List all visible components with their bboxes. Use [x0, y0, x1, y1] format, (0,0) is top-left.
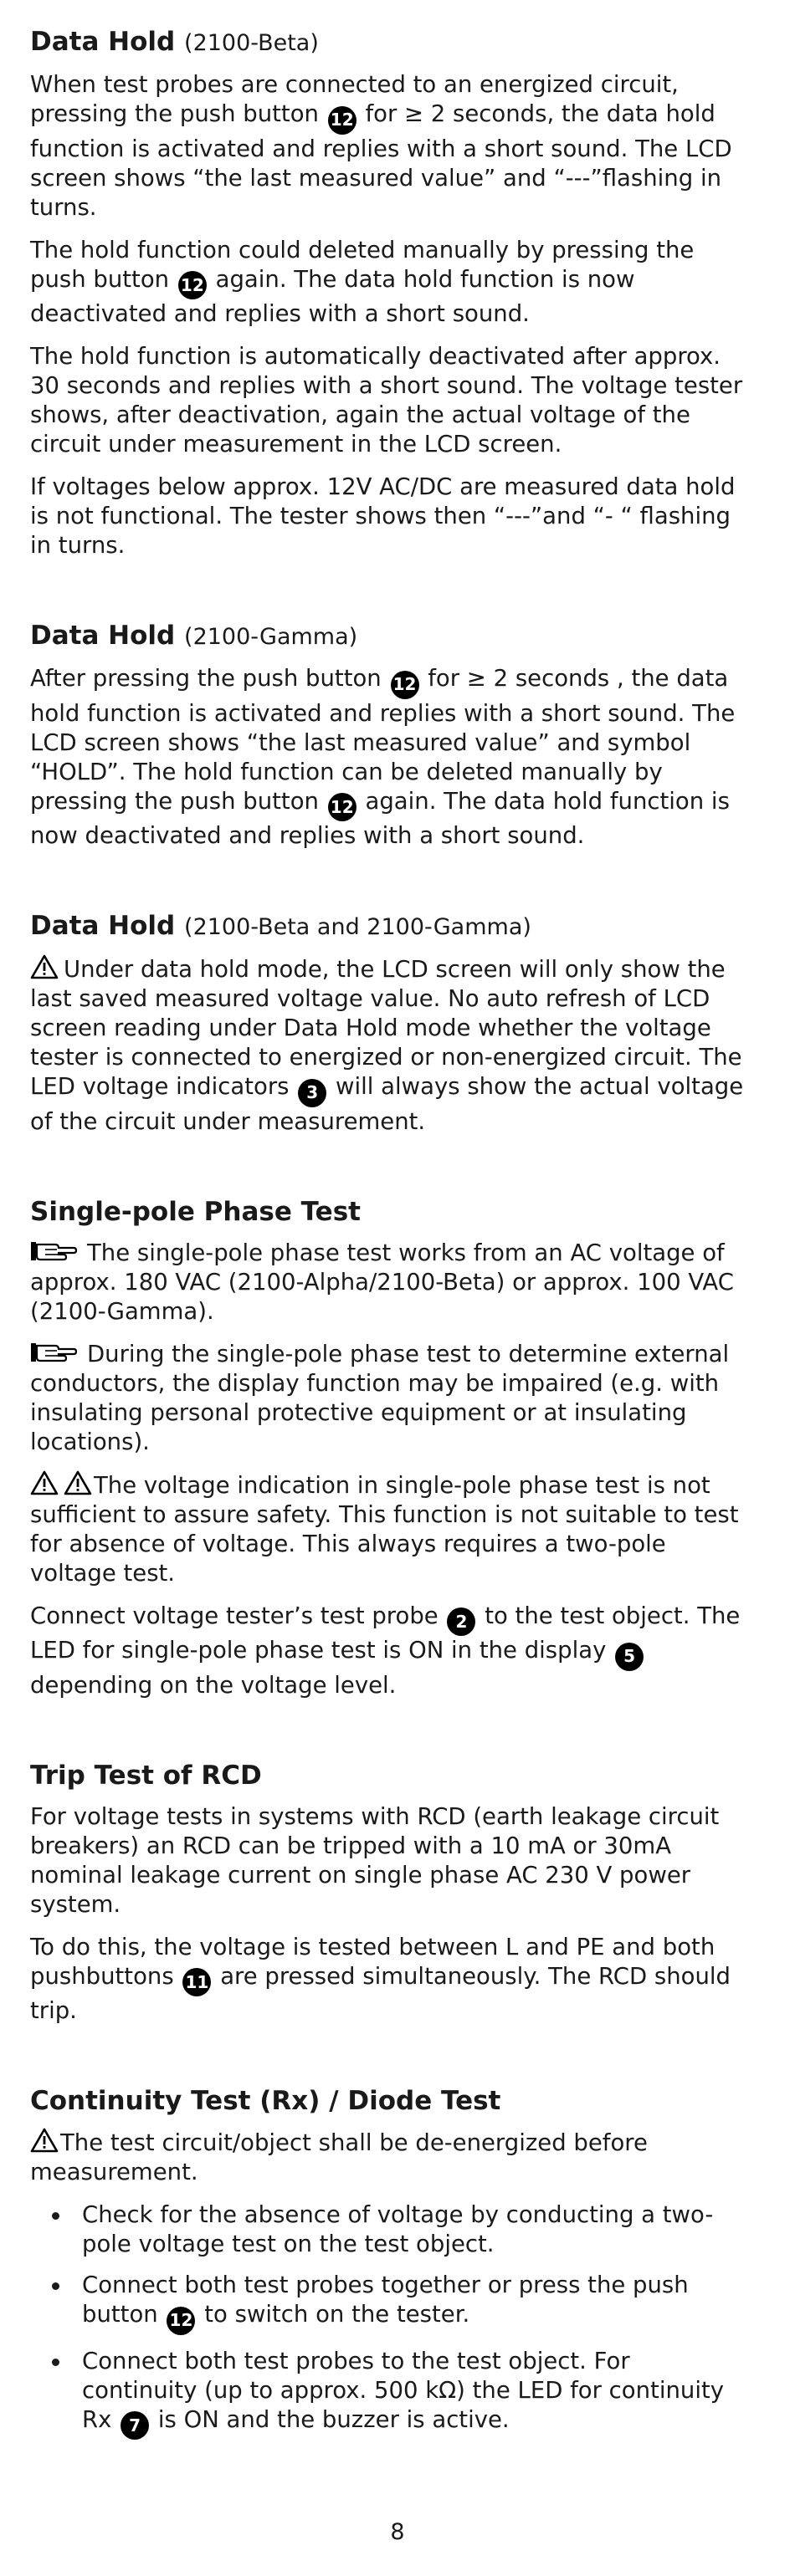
warning-triangle-icon [30, 2128, 59, 2153]
ref-number-icon: 5 [615, 1643, 644, 1671]
paragraph [30, 2128, 746, 2187]
ref-number-icon: 3 [298, 1079, 326, 1107]
text: The single-pole phase test works from an AC voltage of approx. 180 VAC (2100-Alpha/2100-Beta) or approx. 100 VAC (2100-Gamma). [30, 1239, 734, 1325]
text: After pressing the push button [30, 665, 382, 692]
text: When test probes are connected to an energized circuit, pressing the push button [30, 71, 679, 127]
spacer [30, 864, 746, 907]
ref-number-icon: 7 [121, 2411, 149, 2440]
spacer [30, 1150, 746, 1193]
paragraph [30, 664, 746, 851]
paragraph [30, 1470, 746, 1588]
bullet-list [30, 2200, 746, 2440]
heading-model: (2100-Beta and 2100-Gamma) [184, 914, 531, 940]
text: are pressed simultaneously. The RCD should trip. [30, 1962, 731, 2024]
text: will always show the actual voltage of the circuit under measurement. [30, 1073, 744, 1135]
pointing-hand-icon [30, 1341, 77, 1364]
text: depending on the voltage level. [30, 1671, 397, 1699]
section-heading [30, 907, 746, 946]
paragraph [30, 70, 746, 222]
section-heading: Continuity Test (Rx) / Diode Test [30, 2086, 501, 2116]
ref-number-icon: 12 [328, 106, 356, 135]
paragraph [30, 236, 746, 330]
paragraph: The hold function is automatically deactivated after approx. 30 seconds and replies with a short sound. The voltage tester shows, after deactivation, again the actual voltage of the circuit under measurement in the LCD screen. [30, 343, 743, 457]
warning-triangle-icon [30, 954, 59, 979]
text: The test circuit/object shall be de-energized before measurement. [30, 2129, 648, 2185]
heading-model: (2100-Beta) [184, 30, 319, 56]
section-rcd-trip-test [30, 1757, 746, 2027]
text: is ON and the buzzer is active. [157, 2405, 510, 2433]
section-heading: Trip Test of RCD [30, 1760, 262, 1791]
heading-text: Data Hold [30, 621, 176, 651]
section-data-hold-gamma [30, 617, 746, 851]
section-single-pole [30, 1193, 746, 1700]
heading-text: Data Hold [30, 911, 176, 941]
warning-triangle-icon [64, 1470, 92, 1495]
ref-number-icon: 11 [182, 1968, 211, 1996]
paragraph: If voltages below approx. 12V AC/DC are measured data hold is not functional. The tester shows then “---”and “- “ flashing in turns. [30, 473, 736, 559]
section-heading: Single-pole Phase Test [30, 1196, 361, 1227]
text: Connect both test probes to the test object. For continuity (up to approx. 500 kΩ) the LED for continuity Rx [82, 2347, 725, 2433]
paragraph [30, 1602, 746, 1700]
pointing-hand-icon [30, 1239, 77, 1263]
spacer [30, 574, 746, 617]
section-data-hold-beta [30, 23, 746, 560]
text: During the single-pole phase test to determine external conductors, the display function may be impaired (e.g. with insulating personal protective equipment or at insulating locations). [30, 1340, 730, 1455]
text: The hold function could deleted manually by pressing the push button [30, 236, 695, 293]
ref-number-icon: 12 [328, 793, 356, 821]
text: To do this, the voltage is tested between L and PE and both pushbuttons [30, 1933, 716, 1990]
text: for ≥ 2 seconds , the data hold function is activated and replies with a short sound. The LCD screen shows “the last measured value” and symbol “HOLD”. The hold function can be deleted manually by pressing the push button [30, 665, 736, 815]
text: Under data hold mode, the LCD screen will only show the last saved measured voltage value. No auto refresh of LCD screen reading under Data Hold mode whether the voltage tester is connected to energized or non-energized circuit. The LED voltage indicators [30, 956, 742, 1100]
section-heading [30, 23, 746, 62]
section-data-hold-both [30, 907, 746, 1137]
list-item: Check for the absence of voltage by conducting a two-pole voltage test on the test object. [82, 2200, 746, 2259]
list-item [82, 2347, 746, 2441]
text: again. The data hold function is now deactivated and replies with a short sound. [30, 787, 730, 849]
text: for ≥ 2 seconds, the data hold function is activated and replies with a short sound. The LCD screen shows “the last measured value” and “---”flashing in turns. [30, 100, 732, 221]
text: The voltage indication in single-pole phase test is not sufficient to assure safety. This function is not suitable to test for absence of voltage. This always requires a two-pole voltage test. [30, 1471, 739, 1587]
paragraph: For voltage tests in systems with RCD (earth leakage circuit breakers) an RCD can be tripped with a 10 mA or 30mA nominal leakage current on single phase AC 230 V power system. [30, 1802, 720, 1918]
text: to switch on the tester. [204, 2301, 470, 2328]
text: Connect both test probes together or press the push button [82, 2272, 689, 2328]
section-heading [30, 617, 746, 656]
paragraph [30, 1340, 746, 1457]
ref-number-icon: 12 [391, 671, 419, 699]
heading-model: (2100-Gamma) [184, 624, 358, 650]
list-item [82, 2271, 746, 2335]
heading-text: Data Hold [30, 27, 176, 57]
spacer [30, 1714, 746, 1757]
ref-number-icon: 2 [447, 1607, 475, 1636]
paragraph [30, 1933, 746, 2027]
text: Connect voltage tester’s test probe [30, 1602, 439, 1629]
paragraph [30, 954, 746, 1137]
text: to the test object. The LED for single-pole phase test is ON in the display [30, 1602, 741, 1664]
warning-triangle-icon [30, 1470, 59, 1495]
ref-number-icon: 12 [167, 2307, 195, 2335]
text: again. The data hold function is now deactivated and replies with a short sound. [30, 265, 635, 327]
ref-number-icon: 12 [178, 271, 207, 299]
paragraph [30, 1239, 746, 1326]
spacer [30, 2039, 746, 2083]
page-number: 8 [390, 2519, 405, 2545]
section-continuity-test [30, 2083, 746, 2440]
